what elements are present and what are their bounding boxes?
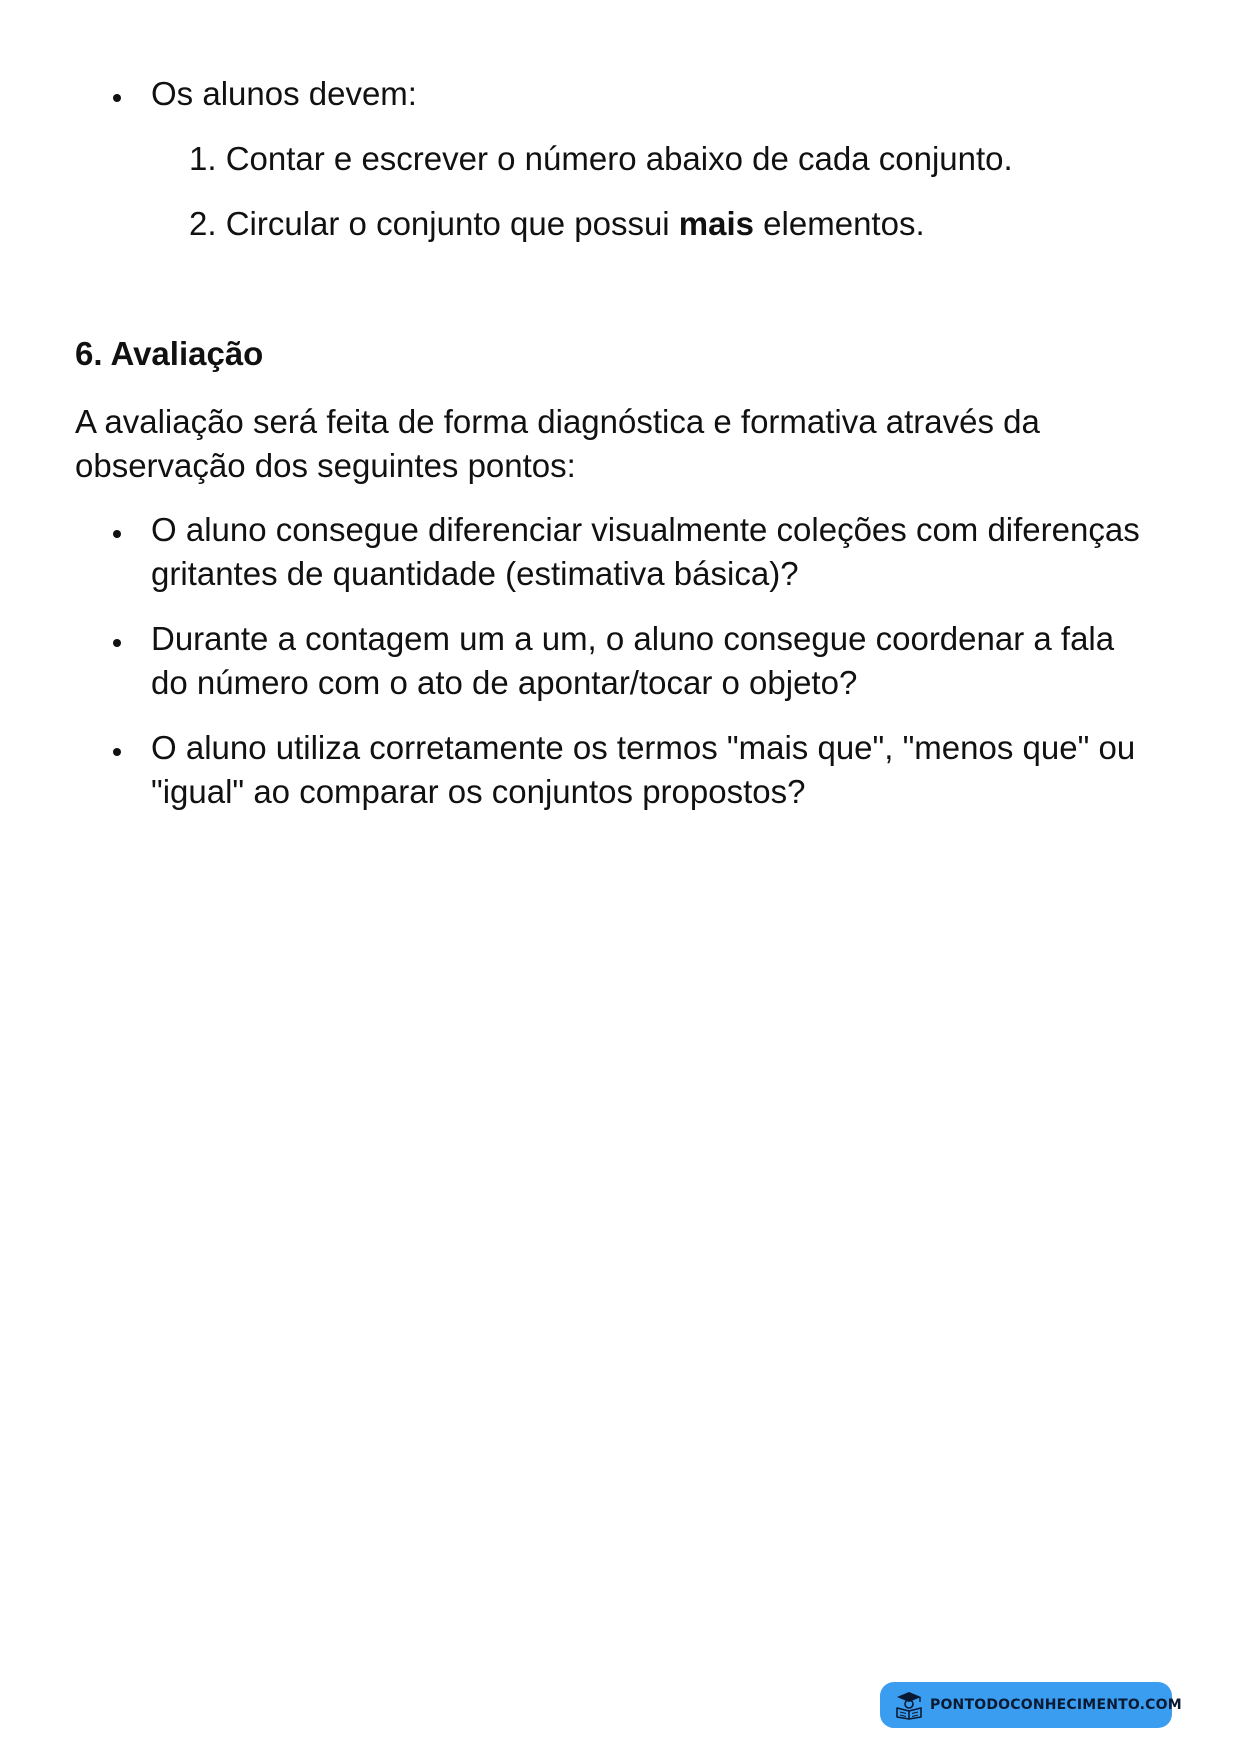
bullet-text [151, 508, 1171, 596]
step-number: 2. [189, 205, 217, 242]
bullet-line: "igual" ao comparar os conjuntos propostos? [151, 773, 806, 810]
paragraph-line: observação dos seguintes pontos: [75, 447, 576, 484]
paragraph-line: A avaliação será feita de forma diagnóstica e formativa através da [75, 403, 1040, 440]
graduate-reading-book-icon [894, 1690, 924, 1720]
bullet-line: do número com o ato de apontar/tocar o objeto? [151, 664, 858, 701]
badge-text: PONTODOCONHECIMENTO.COM [930, 1697, 1182, 1713]
bullet-line: O aluno utiliza corretamente os termos "mais que", "menos que" ou [151, 729, 1136, 766]
bullet-line: O aluno consegue diferenciar visualmente coleções com diferenças [151, 511, 1140, 548]
bullet-dot [113, 748, 121, 756]
bullet-text [151, 726, 1171, 814]
section-paragraph [75, 400, 1175, 488]
bullet-line: Durante a contagem um a um, o aluno consegue coordenar a fala [151, 620, 1115, 657]
intro-bullet-text: Os alunos devem: [151, 75, 417, 112]
bullet-dot [113, 94, 121, 102]
step-item-2 [189, 202, 1189, 246]
step-text-bold: mais [678, 205, 755, 242]
step-text: Contar e escrever o número abaixo de cada conjunto. [225, 140, 1013, 177]
site-badge[interactable] [880, 1682, 1182, 1728]
step-text-before: Circular o conjunto que possui [225, 205, 679, 242]
bullet-line: gritantes de quantidade (estimativa básica)? [151, 555, 799, 592]
bullet-text [151, 617, 1171, 705]
section-heading: 6. Avaliação [75, 335, 264, 372]
bullet-dot [113, 639, 121, 647]
step-text-after: elementos. [754, 205, 925, 242]
bullet-dot [113, 530, 121, 538]
step-number: 1. [189, 140, 217, 177]
step-item-1 [189, 137, 1189, 181]
